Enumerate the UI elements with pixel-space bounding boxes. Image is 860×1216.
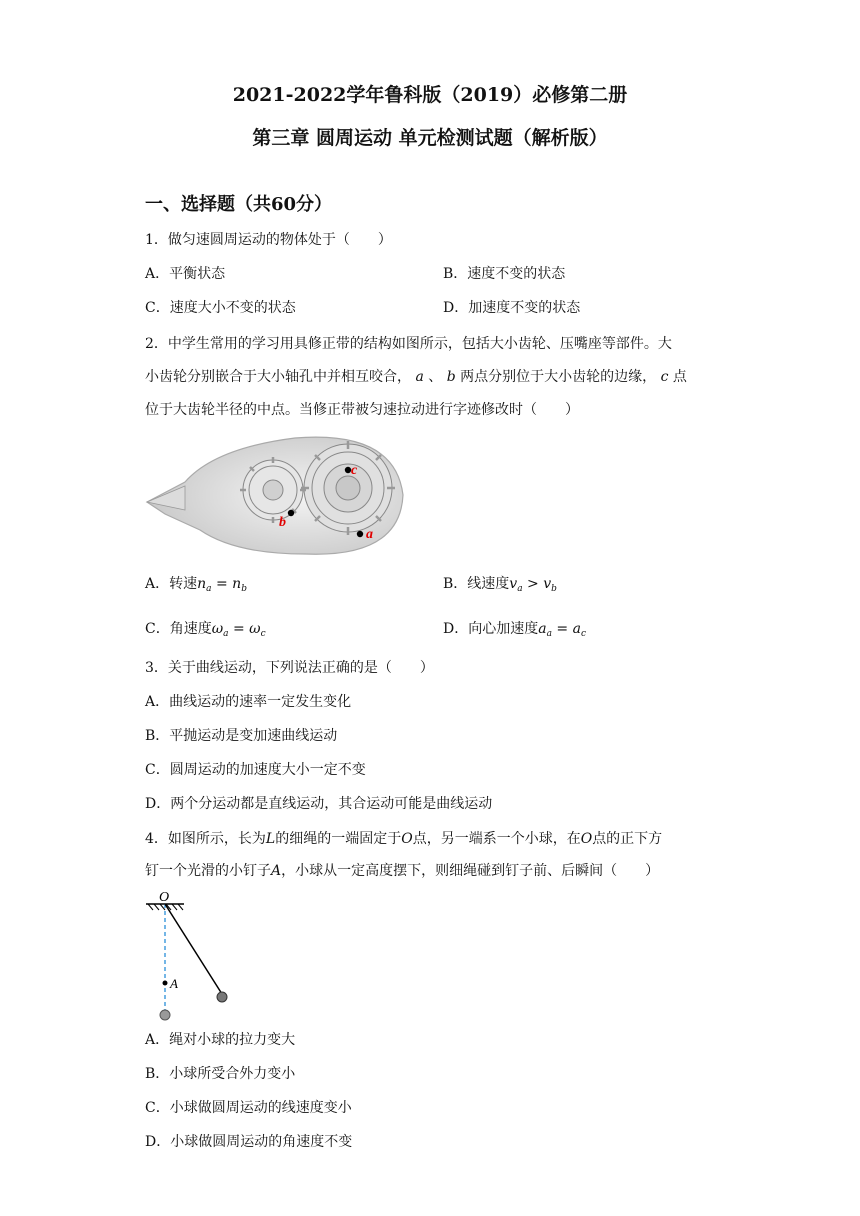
q4-option-b: B．小球所受合外力变小 (145, 1066, 296, 1082)
ball (217, 992, 227, 1002)
q1-stem: 1．做匀速圆周运动的物体处于（ ） (145, 232, 392, 248)
q3-option-d: D．两个分运动都是直线运动，其合运动可能是曲线运动 (145, 796, 493, 812)
pendulum-figure (140, 885, 250, 1025)
q3-option-c: C．圆周运动的加速度大小一定不变 (145, 762, 366, 778)
q4-stem-line2: 钉一个光滑的小钉子A，小球从一定高度摆下，则细绳碰到钉子前、后瞬间（ ） (145, 863, 660, 879)
label-a: a (366, 527, 373, 542)
correction-tape-figure (145, 430, 405, 560)
point-a-dot (357, 531, 363, 537)
q1-option-b: B．速度不变的状态 (443, 266, 566, 282)
q2-option-c: C．角速度$\omega_a = \omega_c$ (145, 621, 266, 639)
q4-option-d: D．小球做圆周运动的角速度不变 (145, 1134, 353, 1150)
ball-low-position (160, 1010, 170, 1020)
document-title: 2021-2022学年鲁科版（2019）必修第二册 (232, 84, 628, 106)
q4-stem-line1: 4．如图所示，长为L的细绳的一端固定于O点，另一端系一个小球，在O点的正下方 (145, 831, 663, 847)
q2-stem-line2: 小齿轮分别嵌合于大小轴孔中并相互咬合， a 、 b 两点分别位于大小齿轮的边缘， c 点 (145, 369, 687, 385)
q1-option-a: A．平衡状态 (145, 266, 226, 282)
q3-stem: 3．关于曲线运动，下列说法正确的是（ ） (145, 660, 434, 676)
q2-option-d: D．向心加速度$a_a = a_c$ (443, 621, 587, 639)
q2-stem-line3: 位于大齿轮半径的中点。当修正带被匀速拉动进行字迹修改时（ ） (145, 402, 579, 418)
q4-option-c: C．小球做圆周运动的线速度变小 (145, 1100, 352, 1116)
label-b: b (279, 515, 286, 530)
q2-option-a: A．转速$n_a = n_b$ (145, 576, 247, 594)
q1-option-d: D．加速度不变的状态 (443, 300, 581, 316)
nail-dot (163, 981, 168, 986)
label-a-point: A (170, 976, 178, 991)
point-b-dot (288, 510, 294, 516)
q2-option-b: B．线速度$v_a > v_b$ (443, 576, 557, 594)
q2-stem-line1: 2．中学生常用的学习用具修正带的结构如图所示，包括大小齿轮、压嘴座等部件。大 (145, 336, 672, 352)
q3-option-a: A．曲线运动的速率一定发生变化 (145, 694, 352, 710)
section-heading: 一、选择题（共60分） (145, 194, 333, 215)
q4-option-a: A．绳对小球的拉力变大 (145, 1032, 296, 1048)
label-c: c (351, 463, 358, 478)
label-o: O (159, 890, 170, 905)
q1-option-c: C．速度大小不变的状态 (145, 300, 296, 316)
q3-option-b: B．平抛运动是变加速曲线运动 (145, 728, 338, 744)
document-subtitle: 第三章 圆周运动 单元检测试题（解析版） (252, 127, 608, 149)
